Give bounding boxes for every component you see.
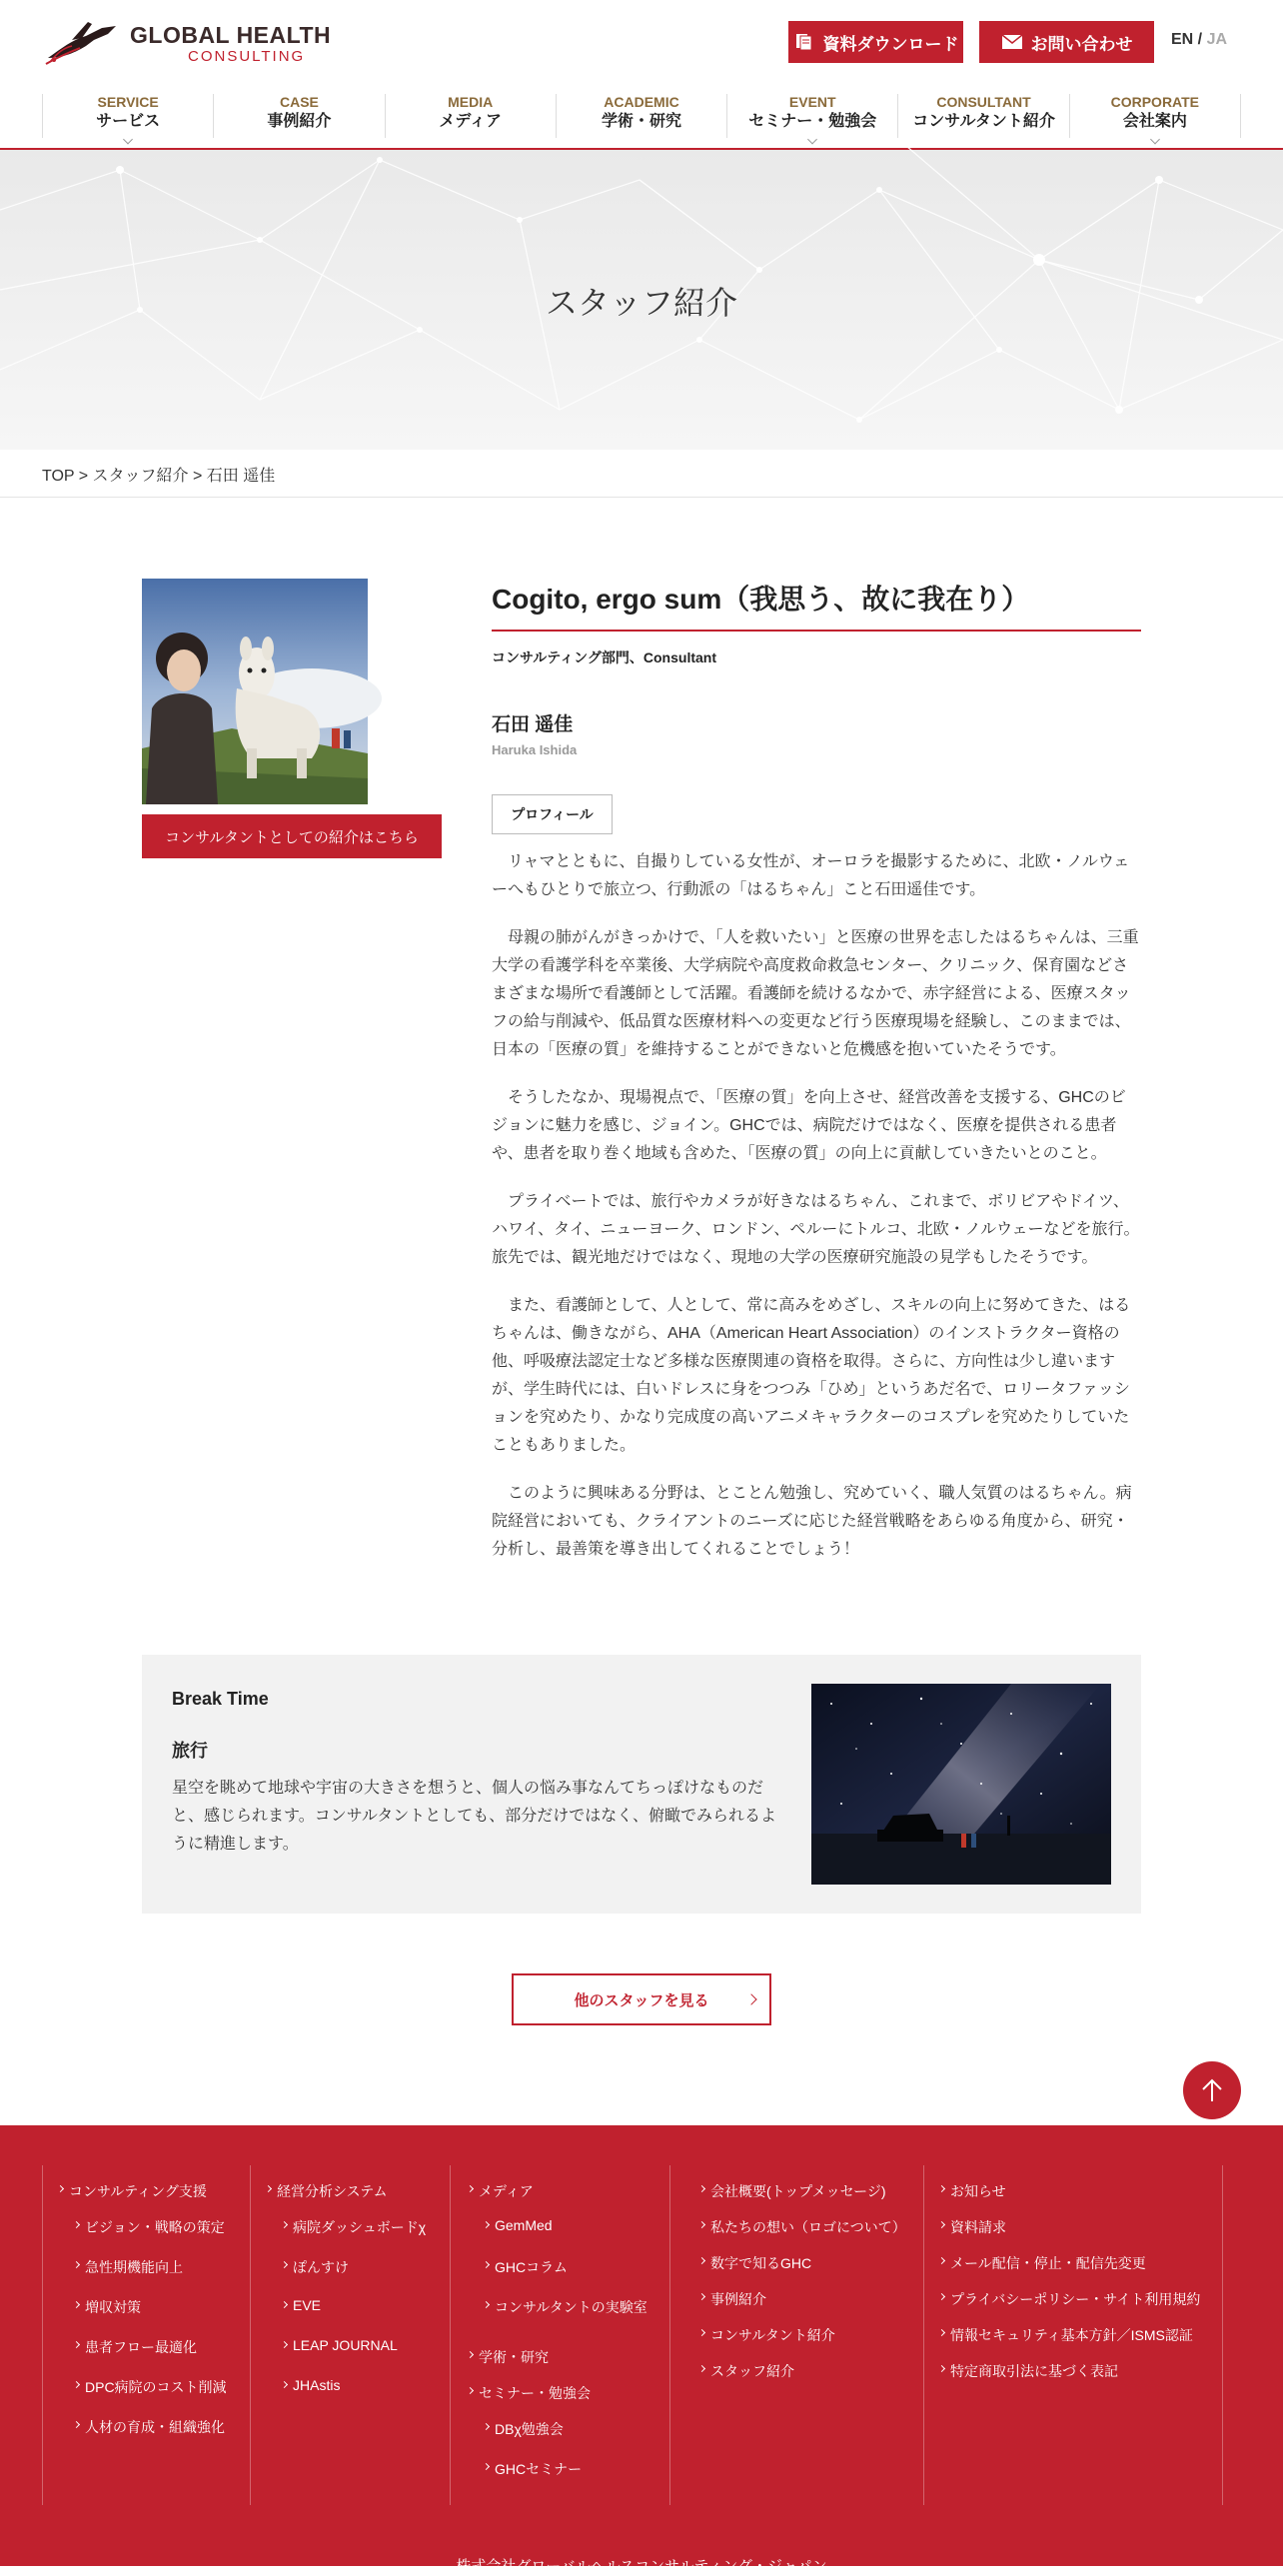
arrow-up-icon [1200, 2077, 1224, 2103]
nav-ja-label: メディア [439, 113, 503, 130]
nav-item-service[interactable] [42, 94, 213, 138]
profile-name: 石田 遥佳 [492, 714, 574, 735]
footer-link[interactable]: メール配信・停止・配信先変更 [938, 2253, 1146, 2273]
break-time-section [142, 1655, 1141, 1914]
nav-ja-label: サービス [96, 113, 161, 130]
footer-col-info [923, 2165, 1223, 2505]
more-staff-button[interactable] [512, 1973, 771, 2025]
footer-link[interactable]: 人材の育成・組織強化 [73, 2417, 225, 2437]
footer-link[interactable]: 急性期機能向上 [73, 2257, 183, 2277]
breadcrumb-divider [0, 497, 1283, 498]
contact-label: お問い合わせ [1030, 34, 1133, 54]
footer-link[interactable]: 事例紹介 [698, 2289, 766, 2309]
footer-link[interactable]: 数字で知るGHC [698, 2253, 811, 2273]
footer-link[interactable]: コンサルティング支援 [57, 2181, 207, 2201]
footer-link[interactable]: ぽんすけ [281, 2257, 349, 2277]
nav-ja-label: コンサルタント紹介 [912, 113, 1055, 130]
nav-ja-label: 会社案内 [1122, 113, 1187, 130]
global-nav [42, 94, 1241, 138]
contact-button[interactable] [979, 21, 1154, 63]
nav-ja-label: 事例紹介 [267, 113, 332, 130]
chevron-down-icon [1150, 135, 1160, 145]
profile-paragraph: そうしたなか、現場視点で、「医療の質」を向上させ、経営改善を支援する、GHCのビジョンに魅力を感じ、ジョイン。GHCでは、病院だけではなく、医療を提供される患者や、患者を取り巻く地域も含めた、「医療の質」の向上に貢献していきたいとのこと。 [492, 1089, 1126, 1162]
document-icon [793, 33, 815, 51]
nav-item-academic[interactable] [556, 94, 726, 138]
nav-en-label: MEDIA [448, 94, 494, 110]
footer-link[interactable]: GemMed [483, 2217, 553, 2233]
breadcrumb[interactable]: TOP > スタッフ紹介 > 石田 遥佳 [42, 468, 276, 485]
footer-link[interactable]: お知らせ [938, 2181, 1006, 2201]
profile-tag: プロフィール [492, 794, 613, 834]
footer-link[interactable]: 会社概要(トップメッセージ) [698, 2181, 886, 2201]
profile-main [492, 578, 1141, 1564]
profile-paragraph: リャマとともに、自撮りしている女性が、オーロラを撮影するために、北欧・ノルウェーへもひとりで旅立つ、行動派の「はるちゃん」こと石田遥佳です。 [492, 853, 1130, 898]
staff-photo [142, 579, 368, 804]
footer-link[interactable]: コンサルタント紹介 [698, 2325, 835, 2345]
nav-item-case[interactable] [213, 94, 384, 138]
profile-paragraph: プライベートでは、旅行やカメラが好きなはるちゃん、これまで、ボリビアやドイツ、ハワイ、タイ、ニューヨーク、ロンドン、ペルーにトルコ、北欧・ノルウェーなどを旅行。旅先では、観光地だけではなく、現地の大学の医療研究施設の見学もしたそうです。 [492, 1193, 1140, 1266]
profile-paragraph: また、看護師として、人として、常に高みをめざし、スキルの向上に努めてきた、はるちゃんは、働きながら、AHA（American Heart Association）のインストラクター資格の他、呼吸療法認定士など多様な医療関連の資格を取得。さらに、方向性は少し違いますが、学生時代には、白いドレスに身をつつみ「ひめ」というあだ名で、ロリータファッションを究めたり、かなり完成度の高いアニメキャラクターのコスプレを究めたりしていたこともありました。 [492, 1297, 1131, 1454]
chevron-down-icon [807, 135, 817, 145]
nav-item-event[interactable] [726, 94, 897, 138]
logo-main-text: GLOBAL HEALTH [130, 22, 332, 48]
profile-department: コンサルティング部門、Consultant [492, 649, 717, 665]
footer-link[interactable]: 情報セキュリティ基本方針／ISMS認証 [938, 2325, 1193, 2345]
footer-link[interactable]: 特定商取引法に基づく表記 [938, 2361, 1118, 2381]
nav-en-label: SERVICE [97, 94, 159, 110]
break-time-text: 星空を眺めて地球や宇宙の大きさを想うと、個人の悩み事なんてちっぽけなものだと、感じられます。コンサルタントとしても、部分だけではなく、俯瞰でみられるように精進します。 [172, 1780, 776, 1853]
consultant-intro-button[interactable]: コンサルタントとしての紹介はこちら [142, 814, 442, 858]
lang-en-link[interactable]: EN / [1171, 31, 1203, 48]
footer-company-name: 株式会社グローバルヘルスコンサルティング・ジャパン [456, 2558, 827, 2575]
site-logo[interactable] [42, 18, 332, 68]
footer-link[interactable]: スタッフ紹介 [698, 2361, 794, 2381]
download-button[interactable] [788, 21, 963, 63]
profile-paragraph: 母親の肺がんがきっかけで、「人を救いたい」と医療の世界を志したはるちゃんは、三重大学の看護学科を卒業後、大学病院や高度救命救急センター、クリニック、保育園などさまざまな場所で看護師として活躍。看護師を続けるなかで、赤字経営による、医療スタッフの給与削減や、低品質な医療材料への変更など行う医療現場を経験し、このままでは、日本の「医療の質」を維持することができないと危機感を抱いていたそうです。 [492, 929, 1139, 1058]
profile-paragraph: このように興味ある分野は、とことん勉強し、究めていく、職人気質のはるちゃん。病院経営においても、クライアントのニーズに応じた経営戦略をあらゆる角度から、研究・分析し、最善策を導き出してくれることでしょう！ [492, 1485, 1132, 1558]
nav-en-label: CORPORATE [1110, 94, 1200, 110]
footer-link[interactable]: 経営分析システム [265, 2181, 388, 2201]
page-title: スタッフ紹介 [545, 285, 737, 321]
footer-link[interactable]: 病院ダッシュボードχ [281, 2217, 426, 2237]
logo-sub-text: CONSULTING [188, 48, 306, 65]
footer-link[interactable]: 患者フロー最適化 [73, 2337, 197, 2357]
site-footer [0, 2125, 1283, 2575]
footer-link[interactable]: セミナー・勉強会 [467, 2383, 591, 2403]
nav-item-corporate[interactable] [1069, 94, 1241, 138]
footer-link[interactable]: プライバシーポリシー・サイト利用規約 [938, 2289, 1200, 2309]
more-staff-label: 他のスタッフを見る [574, 1991, 709, 2009]
nav-en-label: CONSULTANT [936, 94, 1031, 110]
footer-link[interactable]: 増収対策 [73, 2297, 141, 2317]
nav-en-label: EVENT [788, 94, 836, 110]
site-header [0, 0, 1283, 150]
footer-link[interactable]: GHCコラム [483, 2257, 568, 2277]
profile-name-roman: Haruka Ishida [492, 742, 578, 757]
footer-col-media [450, 2165, 669, 2505]
footer-link[interactable]: DBχ勉強会 [483, 2419, 564, 2439]
break-time-title: 旅行 [172, 1741, 208, 1761]
nav-ja-label: 学術・研究 [601, 113, 681, 130]
mail-icon [1001, 33, 1023, 51]
footer-col-consulting [42, 2165, 250, 2505]
lang-ja-link[interactable]: JA [1206, 31, 1228, 48]
profile-catchphrase: Cogito, ergo sum（我思う、故に我在り） [492, 578, 1141, 632]
footer-link[interactable]: DPC病院のコスト削減 [73, 2377, 227, 2397]
chevron-down-icon [123, 135, 133, 145]
starry-sky-photo [811, 1684, 1111, 1885]
break-time-heading: Break Time [172, 1689, 269, 1709]
chevron-right-icon [745, 1993, 756, 2004]
page-hero [0, 150, 1283, 450]
footer-link[interactable]: JHAstis [281, 2377, 340, 2393]
footer-link[interactable]: LEAP JOURNAL [281, 2337, 398, 2353]
footer-link[interactable]: ビジョン・戦略の策定 [73, 2217, 225, 2237]
footer-link[interactable]: EVE [281, 2297, 321, 2313]
footer-link[interactable]: 私たちの想い（ロゴについて） [698, 2217, 906, 2237]
nav-item-consultant[interactable] [897, 94, 1068, 138]
footer-link[interactable]: コンサルタントの実験室 [483, 2297, 647, 2317]
footer-link[interactable]: 学術・研究 [467, 2347, 549, 2367]
nav-en-label: CASE [279, 94, 319, 110]
language-switcher [1171, 31, 1227, 49]
logo-bird-icon [42, 18, 122, 66]
footer-col-corporate [669, 2165, 923, 2505]
nav-ja-label: セミナー・勉強会 [748, 113, 877, 130]
nav-en-label: ACADEMIC [604, 94, 679, 110]
nav-item-media[interactable] [385, 94, 556, 138]
footer-link[interactable]: メディア [467, 2181, 534, 2201]
download-label: 資料ダウンロード [822, 34, 959, 54]
page-top-button[interactable] [1183, 2061, 1241, 2119]
footer-link[interactable]: GHCセミナー [483, 2459, 582, 2479]
footer-col-systems [250, 2165, 450, 2505]
footer-link[interactable]: 資料請求 [938, 2217, 1006, 2237]
